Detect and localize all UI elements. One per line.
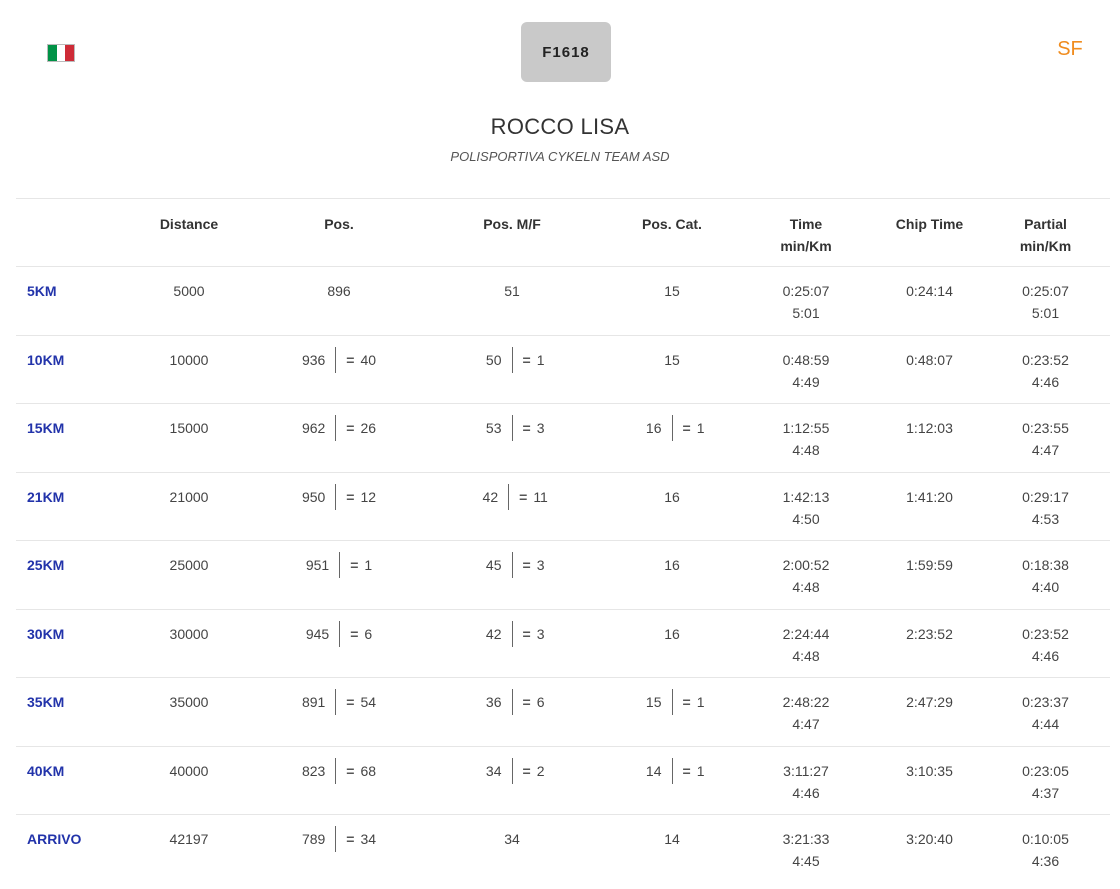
partial-pace-value: 4:40 — [1031, 579, 1060, 595]
pos-cell-value: 891 — [301, 694, 326, 710]
col-header-time-sub: min/Km — [780, 238, 832, 254]
pos-cell-change — [336, 486, 376, 508]
pace-value: 5:01 — [792, 305, 820, 321]
splits-table — [16, 198, 1110, 883]
partial-cell — [981, 746, 1110, 815]
pos-cat-cell: 16 — [610, 609, 734, 678]
pos-mf-cell-value: 50 — [485, 351, 502, 368]
time-cell — [734, 609, 878, 678]
time-value: 1:12:55 — [782, 420, 830, 436]
chip-time-cell: 2:23:52 — [878, 609, 981, 678]
pos-mf-cell-change-value: 11 — [533, 488, 548, 505]
pos-mf-cell-group — [480, 760, 545, 784]
pos-mf-cell — [414, 609, 610, 678]
pos-mf-cell-change-value: 3 — [536, 420, 545, 436]
partial-pace-value: 5:01 — [1031, 305, 1060, 321]
pos-cat-cell-change — [673, 691, 705, 713]
equal-icon: = — [522, 557, 531, 573]
split-label: ARRIVO — [16, 815, 114, 884]
pos-cat-cell-group — [640, 760, 705, 784]
partial-value: 0:23:52 — [1022, 625, 1069, 642]
pos-cell-group — [302, 691, 376, 715]
partial-value: 0:25:07 — [1022, 283, 1069, 299]
equal-icon: = — [346, 762, 355, 779]
pos-cell-change — [336, 349, 376, 371]
time-value: 3:21:33 — [782, 831, 830, 847]
pos-cell-change-value: 1 — [364, 557, 373, 573]
equal-icon: = — [522, 351, 531, 368]
distance-cell: 21000 — [114, 472, 264, 541]
partial-pace-value: 4:37 — [1031, 784, 1060, 801]
partial-cell — [981, 678, 1110, 747]
pos-cat-cell: 15 — [610, 267, 734, 336]
pos-mf-cell-change — [513, 691, 545, 713]
pos-cat-cell: 14 — [610, 815, 734, 884]
pos-cell-group — [302, 349, 376, 373]
split-label: 15KM — [16, 404, 114, 473]
distance-cell: 35000 — [114, 678, 264, 747]
pos-mf-cell — [414, 472, 610, 541]
time-value: 1:42:13 — [782, 488, 830, 505]
pace-value: 4:50 — [792, 510, 820, 527]
table-header-row — [16, 199, 1110, 267]
equal-icon: = — [682, 420, 691, 436]
chip-time-cell: 1:41:20 — [878, 472, 981, 541]
table-row — [16, 335, 1110, 404]
partial-value: 0:10:05 — [1022, 831, 1069, 847]
italy-flag-icon — [47, 44, 75, 62]
time-cell — [734, 746, 878, 815]
distance-cell: 42197 — [114, 815, 264, 884]
partial-cell — [981, 335, 1110, 404]
pace-value: 4:45 — [792, 853, 820, 869]
col-header-partial-sub: min/Km — [1019, 238, 1072, 254]
chip-time-cell: 3:20:40 — [878, 815, 981, 884]
pos-mf-cell-change — [513, 417, 545, 439]
pos-mf-cell-value: 45 — [485, 557, 502, 573]
pos-cell — [264, 746, 414, 815]
equal-icon: = — [346, 351, 355, 368]
col-header-split — [16, 199, 114, 267]
pos-cell-group — [302, 417, 376, 441]
pos-mf-cell-value: 42 — [485, 625, 502, 642]
pos-mf-cell-change — [513, 349, 545, 371]
pos-cat-cell-change-value: 1 — [696, 762, 705, 779]
equal-icon: = — [346, 420, 355, 436]
time-value: 0:48:59 — [782, 351, 830, 368]
col-header-partial-label: Partial — [1024, 216, 1067, 232]
chip-time-cell: 0:24:14 — [878, 267, 981, 336]
pos-cat-cell-group — [640, 691, 705, 715]
table-row — [16, 746, 1110, 815]
time-cell — [734, 472, 878, 541]
partial-pace-value: 4:44 — [1031, 716, 1060, 732]
pos-cell-group — [302, 828, 376, 852]
pos-cell-value: 945 — [305, 625, 330, 642]
partial-value: 0:23:05 — [1022, 762, 1069, 779]
flag-stripe-red — [65, 45, 74, 61]
pos-mf-cell-change-value: 2 — [536, 762, 545, 779]
chip-time-cell: 1:12:03 — [878, 404, 981, 473]
pos-cell-change-value: 26 — [360, 420, 377, 436]
partial-cell — [981, 472, 1110, 541]
partial-value: 0:23:37 — [1022, 694, 1069, 710]
pos-cell — [264, 678, 414, 747]
pos-cell-group — [306, 554, 372, 578]
table-row — [16, 678, 1110, 747]
chip-time-cell: 2:47:29 — [878, 678, 981, 747]
pos-cat-cell: 16 — [610, 472, 734, 541]
pos-cell-change — [340, 554, 372, 576]
pos-mf-cell — [414, 404, 610, 473]
equal-icon: = — [522, 625, 531, 642]
athlete-header — [0, 0, 1120, 198]
col-header-distance: Distance — [114, 199, 264, 267]
pos-cell-change — [336, 760, 376, 782]
col-header-time-label: Time — [789, 216, 823, 232]
equal-icon: = — [350, 625, 359, 642]
split-label: 25KM — [16, 541, 114, 610]
pos-mf-cell-group — [480, 417, 545, 441]
time-cell — [734, 335, 878, 404]
equal-icon: = — [346, 831, 355, 847]
pos-mf-cell-change — [513, 623, 545, 645]
pos-cell — [264, 472, 414, 541]
pos-cell-group — [302, 486, 376, 510]
pos-cell — [264, 335, 414, 404]
pos-mf-cell-group — [476, 486, 548, 510]
partial-cell — [981, 404, 1110, 473]
flag-stripe-white — [57, 45, 66, 61]
time-value: 2:24:44 — [782, 625, 830, 642]
partial-value: 0:23:52 — [1022, 351, 1069, 368]
pos-cat-cell-change — [673, 760, 705, 782]
pace-value: 4:49 — [792, 373, 820, 390]
pos-cell-value: 823 — [301, 762, 326, 779]
pace-value: 4:46 — [792, 784, 820, 801]
col-header-pos-mf: Pos. M/F — [414, 199, 610, 267]
pos-cell — [264, 609, 414, 678]
pos-mf-cell — [414, 678, 610, 747]
pos-cell-value: 936 — [301, 351, 326, 368]
time-value: 0:25:07 — [782, 283, 830, 299]
pace-value: 4:48 — [792, 442, 820, 458]
pos-cell-change-value: 34 — [360, 831, 377, 847]
pos-mf-cell — [414, 541, 610, 610]
pos-cell-change — [336, 417, 376, 439]
pos-mf-cell-group — [480, 554, 545, 578]
partial-pace-value: 4:46 — [1031, 647, 1060, 664]
partial-cell — [981, 815, 1110, 884]
chip-time-cell: 0:48:07 — [878, 335, 981, 404]
table-row — [16, 472, 1110, 541]
partial-cell — [981, 541, 1110, 610]
pos-mf-cell — [414, 335, 610, 404]
pos-cell-group — [302, 760, 376, 784]
pos-cat-cell: 15 — [610, 335, 734, 404]
col-header-partial — [981, 199, 1110, 267]
partial-pace-value: 4:36 — [1031, 853, 1060, 869]
pos-cell-value: 950 — [301, 488, 326, 505]
table-row — [16, 609, 1110, 678]
pos-mf-cell-group — [480, 349, 545, 373]
chip-time-cell: 1:59:59 — [878, 541, 981, 610]
pos-mf-cell-change-value: 6 — [536, 694, 545, 710]
partial-cell — [981, 609, 1110, 678]
equal-icon: = — [522, 420, 531, 436]
pos-mf-cell-value: 53 — [485, 420, 502, 436]
distance-cell: 25000 — [114, 541, 264, 610]
partial-cell — [981, 267, 1110, 336]
col-header-time — [734, 199, 878, 267]
bib-number: F1618 — [521, 22, 611, 82]
pos-mf-cell-group — [480, 691, 545, 715]
pos-cat-cell-group — [640, 417, 705, 441]
partial-value: 0:23:55 — [1022, 420, 1069, 436]
pos-cat-cell-value: 16 — [645, 420, 662, 436]
table-row — [16, 404, 1110, 473]
athlete-name: ROCCO LISA — [490, 114, 630, 139]
equal-icon: = — [346, 694, 355, 710]
partial-pace-value: 4:47 — [1031, 442, 1060, 458]
equal-icon: = — [682, 762, 691, 779]
pos-mf-cell — [414, 746, 610, 815]
pos-mf-cell: 34 — [414, 815, 610, 884]
pace-value: 4:47 — [792, 716, 820, 732]
time-value: 2:00:52 — [782, 557, 830, 573]
time-cell — [734, 267, 878, 336]
distance-cell: 10000 — [114, 335, 264, 404]
pace-value: 4:48 — [792, 647, 820, 664]
partial-pace-value: 4:53 — [1031, 510, 1060, 527]
pace-value: 4:48 — [792, 579, 820, 595]
time-cell — [734, 678, 878, 747]
partial-value: 0:18:38 — [1022, 557, 1069, 573]
equal-icon: = — [519, 488, 528, 505]
distance-cell: 30000 — [114, 609, 264, 678]
time-cell — [734, 815, 878, 884]
split-label: 5KM — [16, 267, 114, 336]
time-cell — [734, 404, 878, 473]
pos-mf-cell-change — [513, 554, 545, 576]
pos-mf-cell-change-value: 3 — [536, 557, 545, 573]
split-label: 21KM — [16, 472, 114, 541]
pos-mf-cell: 51 — [414, 267, 610, 336]
pos-mf-cell-change — [513, 760, 545, 782]
pos-mf-cell-change — [509, 486, 548, 508]
time-value: 2:48:22 — [782, 694, 830, 710]
pos-cell — [264, 815, 414, 884]
split-label: 35KM — [16, 678, 114, 747]
pos-mf-cell-value: 36 — [485, 694, 502, 710]
distance-cell: 5000 — [114, 267, 264, 336]
flag-stripe-green — [48, 45, 57, 61]
equal-icon: = — [682, 694, 691, 710]
equal-icon: = — [522, 694, 531, 710]
distance-cell: 15000 — [114, 404, 264, 473]
pos-cell-change-value: 68 — [360, 762, 377, 779]
pos-mf-cell-change-value: 3 — [536, 625, 545, 642]
pos-cat-cell — [610, 746, 734, 815]
pos-cat-cell-value: 14 — [645, 762, 662, 779]
pos-cell-change-value: 6 — [364, 625, 373, 642]
pos-cell-change-value: 40 — [360, 351, 377, 368]
split-label: 30KM — [16, 609, 114, 678]
pos-cat-cell — [610, 678, 734, 747]
pos-cat-cell: 16 — [610, 541, 734, 610]
pos-cat-cell-change-value: 1 — [696, 694, 705, 710]
pos-cell-change — [336, 828, 376, 850]
pos-cell — [264, 404, 414, 473]
pos-mf-cell-value: 42 — [482, 488, 499, 505]
split-label: 40KM — [16, 746, 114, 815]
split-label: 10KM — [16, 335, 114, 404]
chip-time-cell: 3:10:35 — [878, 746, 981, 815]
table-row — [16, 541, 1110, 610]
pos-cell-value: 789 — [301, 831, 326, 847]
pos-cell-change-value: 54 — [360, 694, 377, 710]
col-header-chip-time: Chip Time — [878, 199, 981, 267]
col-header-pos-cat: Pos. Cat. — [610, 199, 734, 267]
pos-cell-value: 951 — [305, 557, 330, 573]
pos-cell-value: 962 — [301, 420, 326, 436]
equal-icon: = — [350, 557, 359, 573]
pos-mf-cell-change-value: 1 — [536, 351, 545, 368]
team-name: POLISPORTIVA CYKELN TEAM ASD — [450, 149, 670, 164]
equal-icon: = — [522, 762, 531, 779]
time-value: 3:11:27 — [783, 762, 829, 779]
table-row — [16, 267, 1110, 336]
time-cell — [734, 541, 878, 610]
pos-mf-cell-group — [480, 623, 545, 647]
pos-cell-change — [336, 691, 376, 713]
pos-cell: 896 — [264, 267, 414, 336]
col-header-pos: Pos. — [264, 199, 414, 267]
partial-pace-value: 4:46 — [1031, 373, 1060, 390]
equal-icon: = — [346, 488, 355, 505]
pos-cat-cell-change — [673, 417, 705, 439]
pos-cell-group — [306, 623, 372, 647]
pos-cat-cell-value: 15 — [645, 694, 662, 710]
pos-cat-cell-change-value: 1 — [696, 420, 705, 436]
pos-cat-cell — [610, 404, 734, 473]
pos-cell — [264, 541, 414, 610]
category-code: SF — [1057, 38, 1083, 60]
pos-mf-cell-value: 34 — [485, 762, 502, 779]
table-row — [16, 815, 1110, 884]
partial-value: 0:29:17 — [1022, 488, 1069, 505]
pos-cell-change — [340, 623, 372, 645]
distance-cell: 40000 — [114, 746, 264, 815]
pos-cell-change-value: 12 — [360, 488, 377, 505]
